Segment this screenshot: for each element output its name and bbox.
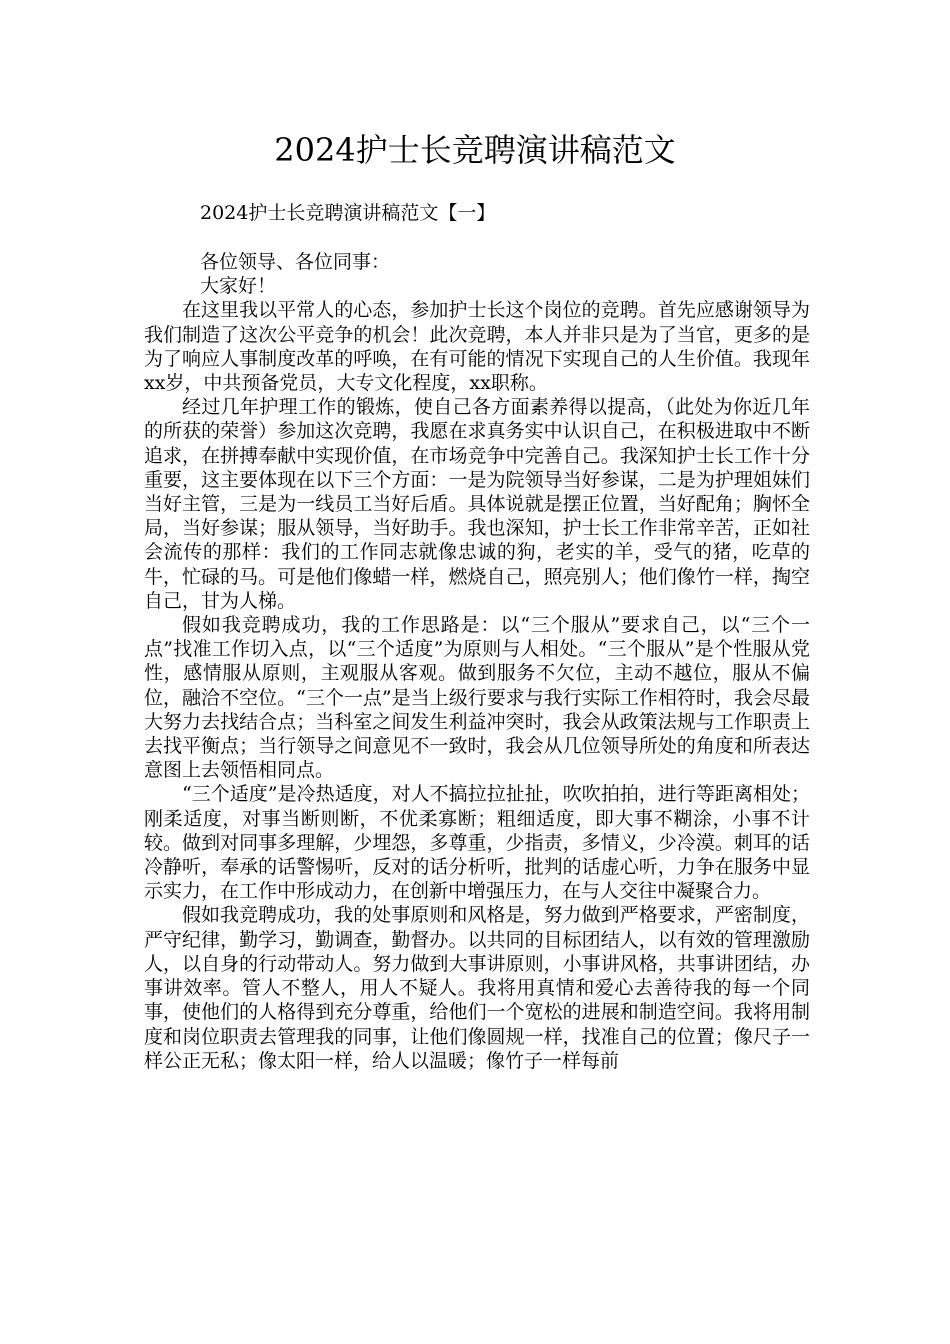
document-subtitle: 2024护士长竞聘演讲稿范文【一】: [200, 202, 496, 224]
document-title: 2024护士长竞聘演讲稿范文: [274, 131, 676, 169]
paragraph: “三个适度”是冷热适度，对人不搞拉拉扯扯，吹吹拍拍，进行等距离相处；刚柔适度，对事当断则断，不优柔寡断；粗细适度，即大事不糊涂，小事不计较。做到对同事多理解，少埋怨，多尊重，少指责，多情义，少冷漠。刺耳的话冷静听，奉承的话警惕听，反对的话分析听，批判的话虚心听，力争在服务中显示实力，在工作中形成动力，在创新中增强压力，在与人交往中凝聚合力。: [144, 783, 810, 903]
paragraph: 假如我竞聘成功，我的工作思路是：以“三个服从”要求自己，以“三个一点”找准工作切入点，以“三个适度”为原则与人相处。“三个服从”是个性服从党性，感情服从原则，主观服从客观。做到服务不欠位，主动不越位，服从不偏位，融洽不空位。“三个一点”是当上级行要求与我行实际工作相符时，我会尽最大努力去找结合点；当科室之间发生利益冲突时，我会从政策法规与工作职责上去找平衡点；当行领导之间意见不一致时，我会从几位领导所处的角度和所表达意图上去领悟相同点。: [144, 614, 810, 782]
salutation: 各位领导、各位同事：: [200, 251, 391, 273]
document-body: [144, 250, 810, 1073]
paragraph: 在这里我以平常人的心态，参加护士长这个岗位的竞聘。首先应感谢领导为我们制造了这次公平竞争的机会！此次竞聘，本人并非只是为了当官，更多的是为了响应人事制度改革的呼唤，在有可能的情况下实现自己的人生价值。我现年xx岁，中共预备党员，大专文化程度，xx职称。: [144, 299, 810, 395]
paragraph: 假如我竞聘成功，我的处事原则和风格是，努力做到严格要求，严密制度，严守纪律，勤学习，勤调查，勤督办。以共同的目标团结人，以有效的管理激励人，以自身的行动带动人。努力做到大事讲原则，小事讲风格，共事讲团结，办事讲效率。管人不整人，用人不疑人。我将用真情和爱心去善待我的每一个同事，使他们的人格得到充分尊重，给他们一个宽松的进展和制造空间。我将用制度和岗位职责去管理我的同事，让他们像圆规一样，找准自己的位置；像尺子一样公正无私；像太阳一样，给人以温暖；像竹子一样每前: [144, 904, 810, 1072]
greeting: 大家好！: [200, 275, 277, 298]
paragraph: 经过几年护理工作的锻炼，使自己各方面素养得以提高，（此处为你近几年的所获的荣誉）参加这次竞聘，我愿在求真务实中认识自己，在积极进取中不断追求，在拼搏奉献中实现价值，在市场竞争中完善自己。我深知护士长工作十分重要，这主要体现在以下三个方面：一是为院领导当好参谋，二是为护理姐妹们当好主管，三是为一线员工当好后盾。具体说就是摆正位置，当好配角；胸怀全局，当好参谋；服从领导，当好助手。我也深知，护士长工作非常辛苦，正如社会流传的那样：我们的工作同志就像忠诚的狗，老实的羊，受气的猪，吃草的牛，忙碌的马。可是他们像蜡一样，燃烧自己，照亮别人；他们像竹一样，掏空自己，甘为人梯。: [144, 396, 810, 612]
